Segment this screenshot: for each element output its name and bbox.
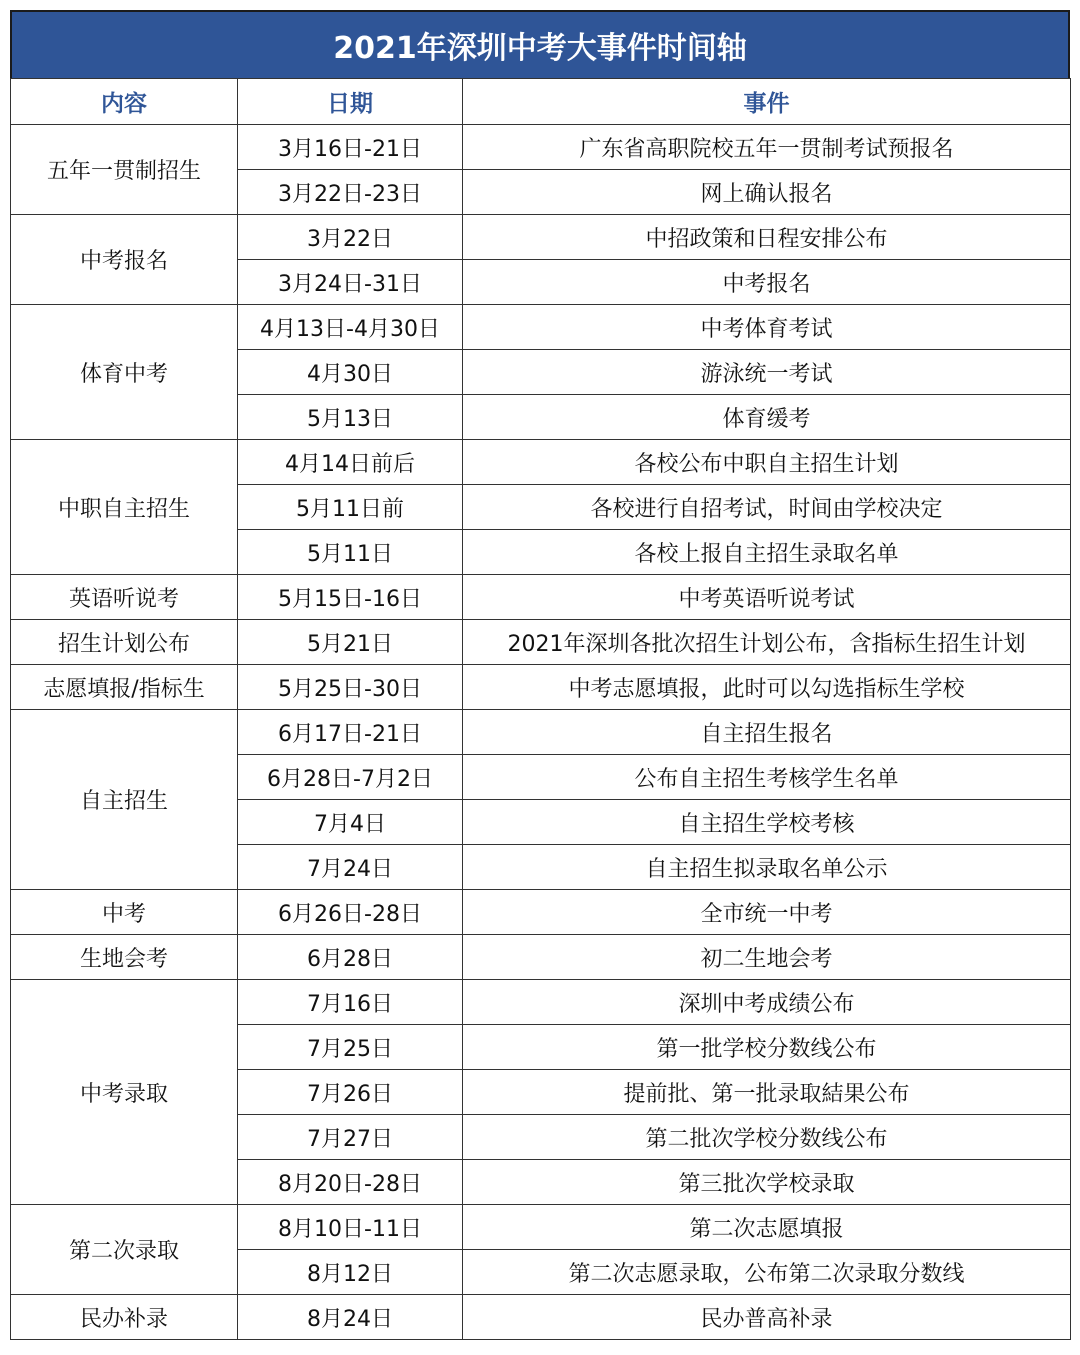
date-cell: 8月24日 [238, 1295, 463, 1340]
table-title: 2021年深圳中考大事件时间轴 [10, 10, 1070, 78]
timeline-table-container [10, 10, 1070, 1340]
category-cell: 第二次录取 [11, 1205, 238, 1295]
event-cell: 中考报名 [463, 260, 1071, 305]
event-cell: 深圳中考成绩公布 [463, 980, 1071, 1025]
table-row [11, 710, 1071, 755]
date-cell: 8月10日-11日 [238, 1205, 463, 1250]
event-cell: 自主招生报名 [463, 710, 1071, 755]
table-row [11, 1295, 1071, 1340]
date-cell: 4月14日前后 [238, 440, 463, 485]
table-row [11, 125, 1071, 170]
table-row [11, 440, 1071, 485]
table-body [11, 125, 1071, 1340]
category-cell: 中考 [11, 890, 238, 935]
category-cell: 中考报名 [11, 215, 238, 305]
date-cell: 5月21日 [238, 620, 463, 665]
date-cell: 5月11日前 [238, 485, 463, 530]
date-cell: 8月20日-28日 [238, 1160, 463, 1205]
date-cell: 5月15日-16日 [238, 575, 463, 620]
date-cell: 6月28日-7月2日 [238, 755, 463, 800]
table-row [11, 215, 1071, 260]
table-row [11, 665, 1071, 710]
event-cell: 公布自主招生考核学生名单 [463, 755, 1071, 800]
category-cell: 志愿填报/指标生 [11, 665, 238, 710]
event-cell: 第二批次学校分数线公布 [463, 1115, 1071, 1160]
date-cell: 6月28日 [238, 935, 463, 980]
date-cell: 5月11日 [238, 530, 463, 575]
event-cell: 第二次志愿填报 [463, 1205, 1071, 1250]
event-cell: 广东省高职院校五年一贯制考试预报名 [463, 125, 1071, 170]
date-cell: 4月13日-4月30日 [238, 305, 463, 350]
date-cell: 5月25日-30日 [238, 665, 463, 710]
table-row [11, 575, 1071, 620]
event-cell: 体育缓考 [463, 395, 1071, 440]
event-cell: 第一批学校分数线公布 [463, 1025, 1071, 1070]
table-row [11, 935, 1071, 980]
event-cell: 中考英语听说考试 [463, 575, 1071, 620]
date-cell: 5月13日 [238, 395, 463, 440]
event-cell: 提前批、第一批录取結果公布 [463, 1070, 1071, 1115]
date-cell: 4月30日 [238, 350, 463, 395]
category-cell: 中考录取 [11, 980, 238, 1205]
timeline-table [10, 78, 1071, 1340]
table-row [11, 890, 1071, 935]
event-cell: 中招政策和日程安排公布 [463, 215, 1071, 260]
event-cell: 中考志愿填报，此时可以勾选指标生学校 [463, 665, 1071, 710]
event-cell: 各校上报自主招生录取名单 [463, 530, 1071, 575]
event-cell: 第二次志愿录取，公布第二次录取分数线 [463, 1250, 1071, 1295]
category-cell: 体育中考 [11, 305, 238, 440]
header-date: 日期 [238, 79, 463, 125]
event-cell: 全市统一中考 [463, 890, 1071, 935]
table-row [11, 1205, 1071, 1250]
table-row [11, 620, 1071, 665]
event-cell: 游泳统一考试 [463, 350, 1071, 395]
category-cell: 中职自主招生 [11, 440, 238, 575]
event-cell: 民办普高补录 [463, 1295, 1071, 1340]
date-cell: 7月4日 [238, 800, 463, 845]
date-cell: 8月12日 [238, 1250, 463, 1295]
date-cell: 7月27日 [238, 1115, 463, 1160]
header-content: 内容 [11, 79, 238, 125]
category-cell: 生地会考 [11, 935, 238, 980]
date-cell: 3月22日 [238, 215, 463, 260]
header-row [11, 79, 1071, 125]
date-cell: 6月26日-28日 [238, 890, 463, 935]
table-row [11, 980, 1071, 1025]
event-cell: 初二生地会考 [463, 935, 1071, 980]
event-cell: 第三批次学校录取 [463, 1160, 1071, 1205]
date-cell: 7月24日 [238, 845, 463, 890]
event-cell: 2021年深圳各批次招生计划公布，含指标生招生计划 [463, 620, 1071, 665]
event-cell: 自主招生学校考核 [463, 800, 1071, 845]
event-cell: 各校公布中职自主招生计划 [463, 440, 1071, 485]
date-cell: 7月26日 [238, 1070, 463, 1115]
table-row [11, 305, 1071, 350]
date-cell: 3月22日-23日 [238, 170, 463, 215]
date-cell: 3月16日-21日 [238, 125, 463, 170]
category-cell: 民办补录 [11, 1295, 238, 1340]
date-cell: 7月25日 [238, 1025, 463, 1070]
event-cell: 各校进行自招考试，时间由学校决定 [463, 485, 1071, 530]
event-cell: 自主招生拟录取名单公示 [463, 845, 1071, 890]
event-cell: 网上确认报名 [463, 170, 1071, 215]
category-cell: 英语听说考 [11, 575, 238, 620]
category-cell: 自主招生 [11, 710, 238, 890]
event-cell: 中考体育考试 [463, 305, 1071, 350]
date-cell: 7月16日 [238, 980, 463, 1025]
header-event: 事件 [463, 79, 1071, 125]
date-cell: 3月24日-31日 [238, 260, 463, 305]
category-cell: 五年一贯制招生 [11, 125, 238, 215]
date-cell: 6月17日-21日 [238, 710, 463, 755]
category-cell: 招生计划公布 [11, 620, 238, 665]
